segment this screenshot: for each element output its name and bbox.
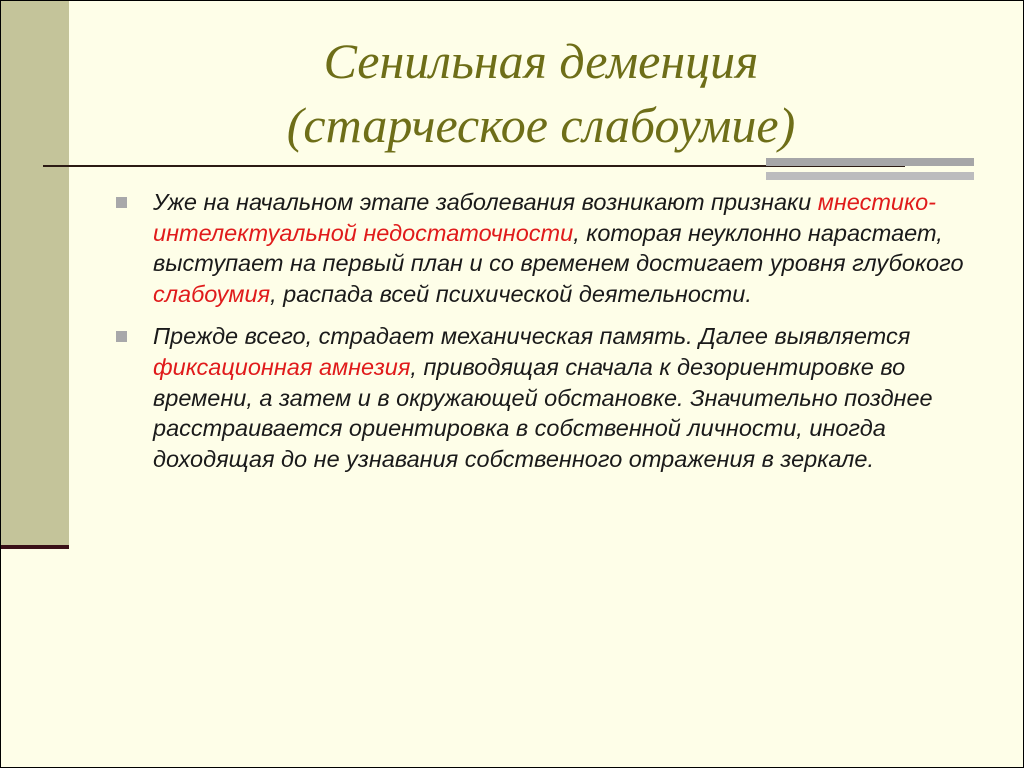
bullet-highlight: мнестико-интелектуальной недостаточности [153, 189, 936, 246]
bullet-text: , приводящая сначала к дезориентировке во времени, а затем и в окружающей обстановке. Значительно позднее расстраивается ориентировка в собственной личности, иногда доходящая до не узнавания собственного отражения в зеркале. [153, 353, 933, 472]
side-decoration-bar [1, 1, 69, 547]
bullet-text: , распада всей психической деятельности. [270, 280, 752, 307]
square-bullet-icon [116, 331, 127, 342]
bullet-text: , которая неуклонно нарастает, выступает на первый план и со временем достигает уровня глубокого [153, 219, 964, 277]
accent-bar-bottom [766, 172, 974, 180]
side-decoration-rule [1, 545, 69, 549]
bullet-list [111, 187, 971, 486]
bullet-highlight: фиксационная амнезия [153, 353, 411, 380]
title-line-1: Сенильная деменция [323, 33, 759, 89]
bullet-highlight: слабоумия [153, 280, 271, 307]
bullet-item [111, 321, 971, 474]
title-line-2: (старческое слабоумие) [286, 97, 796, 153]
accent-bar-top [766, 158, 974, 166]
bullet-text: Прежде всего, страдает механическая память. Далее выявляется [153, 323, 911, 350]
square-bullet-icon [116, 197, 127, 208]
bullet-text: Уже на начальном этапе заболевания возникают признаки [153, 189, 818, 215]
bullet-item [111, 187, 971, 309]
slide-title [131, 29, 951, 157]
